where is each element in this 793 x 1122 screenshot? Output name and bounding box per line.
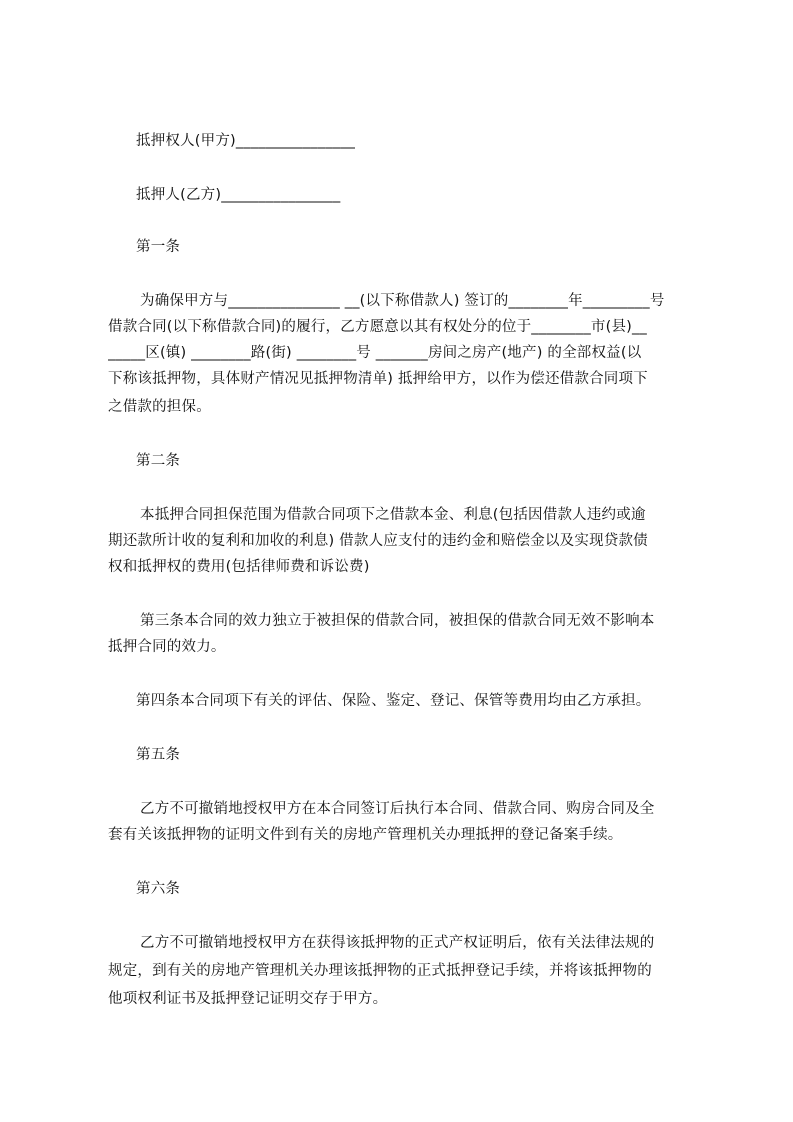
article-5-line: 套有关该抵押物的证明文件到有关的房地产管理机关办理抵押的登记备案手续。 (108, 827, 623, 843)
article-2-line: 期还款所计收的复利和加收的利息) 借款人应支付的违约金和赔偿金以及实现贷款债 (108, 533, 648, 549)
article-3-line: 抵押合同的效力。 (108, 639, 226, 655)
article-2-line: 本抵押合同担保范围为借款合同项下之借款本金、利息(包括因借款人违约或逾 (140, 507, 646, 523)
article-6-line: 乙方不可撤销地授权甲方在获得该抵押物的正式产权证明后，依有关法律法规的 (140, 935, 655, 951)
article-6-line: 他项权利证书及抵押登记证明交存于甲方。 (108, 991, 388, 1007)
article-1-line: 下称该抵押物，具体财产情况见抵押物清单) 抵押给甲方，以作为偿还借款合同项下 (108, 371, 648, 387)
article-2-line: 权和抵押权的费用(包括律师费和诉讼费) (108, 559, 370, 575)
article-1-line: 之借款的担保。 (108, 399, 211, 415)
article-5-heading: 第五条 (136, 747, 181, 763)
article-1-line: _____区(镇) ________路(街) ________号 _______房间之房产(地产) 的全部权益(以 (108, 345, 642, 361)
article-6-heading: 第六条 (136, 881, 181, 897)
article-2-heading: 第二条 (136, 453, 181, 469)
party-b-line: 抵押人(乙方)________________ (136, 187, 341, 203)
article-1-line: 为确保甲方与_______________ __(以下称借款人) 签订的________年_________号 (140, 293, 665, 309)
party-a-line: 抵押权人(甲方)________________ (136, 133, 356, 149)
article-5-line: 乙方不可撤销地授权甲方在本合同签订后执行本合同、借款合同、购房合同及全 (140, 801, 655, 817)
article-4-text: 第四条本合同项下有关的评估、保险、鉴定、登记、保管等费用均由乙方承担。 (136, 693, 651, 709)
article-1-heading: 第一条 (136, 239, 181, 255)
article-6-line: 规定，到有关的房地产管理机关办理该抵押物的正式抵押登记手续，并将该抵押物的 (108, 963, 652, 979)
article-3-line: 第三条本合同的效力独立于被担保的借款合同，被担保的借款合同无效不影响本 (140, 613, 655, 629)
article-1-line: 借款合同(以下称借款合同)的履行，乙方愿意以其有权处分的位于________市(县)__ (108, 319, 647, 335)
